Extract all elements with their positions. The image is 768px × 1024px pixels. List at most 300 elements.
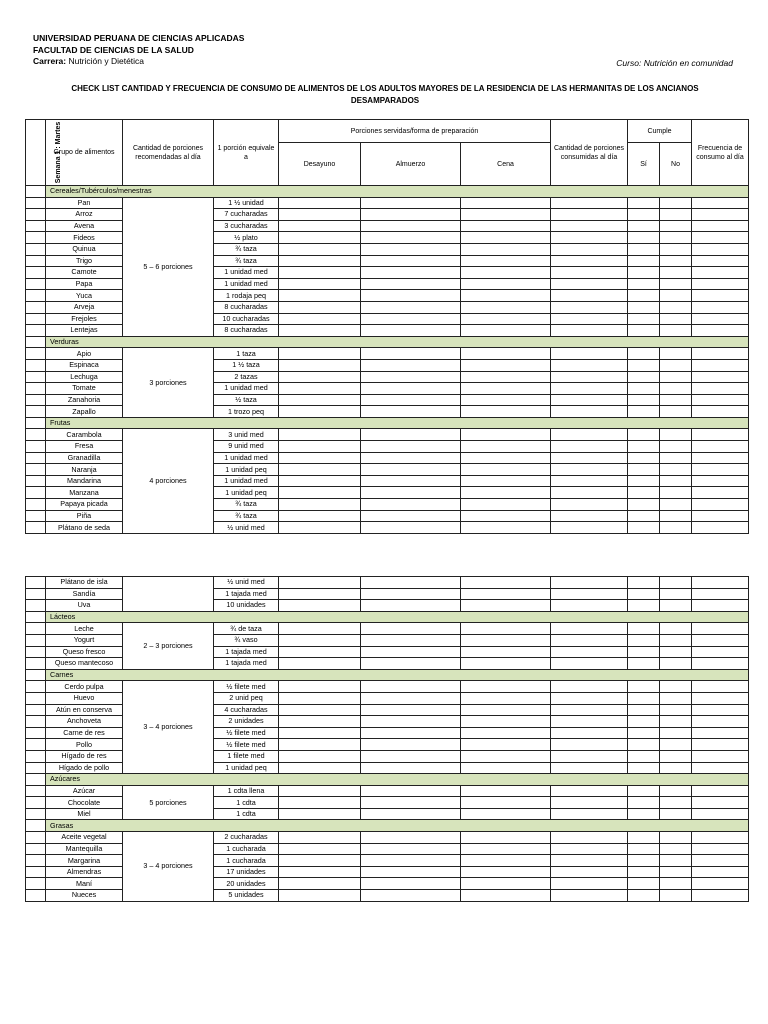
frequency-cell[interactable]	[692, 623, 749, 635]
cena-cell[interactable]	[461, 843, 551, 855]
consumed-cell[interactable]	[551, 890, 628, 902]
si-cell[interactable]	[628, 692, 660, 704]
desayuno-cell[interactable]	[279, 600, 361, 612]
desayuno-cell[interactable]	[279, 464, 361, 476]
desayuno-cell[interactable]	[279, 209, 361, 221]
si-cell[interactable]	[628, 832, 660, 844]
si-cell[interactable]	[628, 808, 660, 820]
almuerzo-cell[interactable]	[361, 727, 461, 739]
desayuno-cell[interactable]	[279, 658, 361, 670]
consumed-cell[interactable]	[551, 646, 628, 658]
si-cell[interactable]	[628, 209, 660, 221]
no-cell[interactable]	[660, 464, 692, 476]
frequency-cell[interactable]	[692, 890, 749, 902]
frequency-cell[interactable]	[692, 727, 749, 739]
consumed-cell[interactable]	[551, 762, 628, 774]
almuerzo-cell[interactable]	[361, 452, 461, 464]
desayuno-cell[interactable]	[279, 487, 361, 499]
desayuno-cell[interactable]	[279, 634, 361, 646]
no-cell[interactable]	[660, 634, 692, 646]
no-cell[interactable]	[660, 278, 692, 290]
si-cell[interactable]	[628, 464, 660, 476]
consumed-cell[interactable]	[551, 692, 628, 704]
frequency-cell[interactable]	[692, 646, 749, 658]
desayuno-cell[interactable]	[279, 429, 361, 441]
consumed-cell[interactable]	[551, 464, 628, 476]
consumed-cell[interactable]	[551, 843, 628, 855]
almuerzo-cell[interactable]	[361, 623, 461, 635]
frequency-cell[interactable]	[692, 209, 749, 221]
frequency-cell[interactable]	[692, 797, 749, 809]
no-cell[interactable]	[660, 499, 692, 511]
desayuno-cell[interactable]	[279, 843, 361, 855]
almuerzo-cell[interactable]	[361, 464, 461, 476]
si-cell[interactable]	[628, 290, 660, 302]
desayuno-cell[interactable]	[279, 878, 361, 890]
cena-cell[interactable]	[461, 499, 551, 511]
consumed-cell[interactable]	[551, 348, 628, 360]
si-cell[interactable]	[628, 843, 660, 855]
si-cell[interactable]	[628, 704, 660, 716]
si-cell[interactable]	[628, 762, 660, 774]
frequency-cell[interactable]	[692, 843, 749, 855]
frequency-cell[interactable]	[692, 692, 749, 704]
si-cell[interactable]	[628, 383, 660, 395]
almuerzo-cell[interactable]	[361, 220, 461, 232]
consumed-cell[interactable]	[551, 522, 628, 534]
almuerzo-cell[interactable]	[361, 866, 461, 878]
almuerzo-cell[interactable]	[361, 600, 461, 612]
si-cell[interactable]	[628, 797, 660, 809]
si-cell[interactable]	[628, 750, 660, 762]
cena-cell[interactable]	[461, 510, 551, 522]
almuerzo-cell[interactable]	[361, 577, 461, 589]
desayuno-cell[interactable]	[279, 255, 361, 267]
si-cell[interactable]	[628, 716, 660, 728]
si-cell[interactable]	[628, 739, 660, 751]
cena-cell[interactable]	[461, 522, 551, 534]
cena-cell[interactable]	[461, 487, 551, 499]
desayuno-cell[interactable]	[279, 197, 361, 209]
cena-cell[interactable]	[461, 716, 551, 728]
almuerzo-cell[interactable]	[361, 383, 461, 395]
frequency-cell[interactable]	[692, 634, 749, 646]
almuerzo-cell[interactable]	[361, 255, 461, 267]
consumed-cell[interactable]	[551, 499, 628, 511]
no-cell[interactable]	[660, 646, 692, 658]
cena-cell[interactable]	[461, 394, 551, 406]
no-cell[interactable]	[660, 600, 692, 612]
no-cell[interactable]	[660, 359, 692, 371]
no-cell[interactable]	[660, 727, 692, 739]
si-cell[interactable]	[628, 499, 660, 511]
no-cell[interactable]	[660, 681, 692, 693]
cena-cell[interactable]	[461, 808, 551, 820]
no-cell[interactable]	[660, 522, 692, 534]
cena-cell[interactable]	[461, 623, 551, 635]
cena-cell[interactable]	[461, 855, 551, 867]
no-cell[interactable]	[660, 739, 692, 751]
frequency-cell[interactable]	[692, 325, 749, 337]
cena-cell[interactable]	[461, 785, 551, 797]
cena-cell[interactable]	[461, 475, 551, 487]
frequency-cell[interactable]	[692, 301, 749, 313]
desayuno-cell[interactable]	[279, 452, 361, 464]
consumed-cell[interactable]	[551, 487, 628, 499]
cena-cell[interactable]	[461, 209, 551, 221]
cena-cell[interactable]	[461, 220, 551, 232]
almuerzo-cell[interactable]	[361, 348, 461, 360]
almuerzo-cell[interactable]	[361, 762, 461, 774]
frequency-cell[interactable]	[692, 278, 749, 290]
si-cell[interactable]	[628, 878, 660, 890]
almuerzo-cell[interactable]	[361, 658, 461, 670]
cena-cell[interactable]	[461, 866, 551, 878]
frequency-cell[interactable]	[692, 577, 749, 589]
no-cell[interactable]	[660, 577, 692, 589]
no-cell[interactable]	[660, 704, 692, 716]
consumed-cell[interactable]	[551, 704, 628, 716]
no-cell[interactable]	[660, 475, 692, 487]
almuerzo-cell[interactable]	[361, 209, 461, 221]
cena-cell[interactable]	[461, 313, 551, 325]
desayuno-cell[interactable]	[279, 220, 361, 232]
almuerzo-cell[interactable]	[361, 278, 461, 290]
desayuno-cell[interactable]	[279, 383, 361, 395]
frequency-cell[interactable]	[692, 406, 749, 418]
desayuno-cell[interactable]	[279, 441, 361, 453]
no-cell[interactable]	[660, 785, 692, 797]
consumed-cell[interactable]	[551, 510, 628, 522]
frequency-cell[interactable]	[692, 371, 749, 383]
desayuno-cell[interactable]	[279, 522, 361, 534]
no-cell[interactable]	[660, 808, 692, 820]
no-cell[interactable]	[660, 209, 692, 221]
consumed-cell[interactable]	[551, 797, 628, 809]
almuerzo-cell[interactable]	[361, 681, 461, 693]
frequency-cell[interactable]	[692, 255, 749, 267]
consumed-cell[interactable]	[551, 209, 628, 221]
cena-cell[interactable]	[461, 255, 551, 267]
cena-cell[interactable]	[461, 704, 551, 716]
no-cell[interactable]	[660, 855, 692, 867]
consumed-cell[interactable]	[551, 313, 628, 325]
frequency-cell[interactable]	[692, 441, 749, 453]
desayuno-cell[interactable]	[279, 808, 361, 820]
no-cell[interactable]	[660, 313, 692, 325]
cena-cell[interactable]	[461, 878, 551, 890]
frequency-cell[interactable]	[692, 716, 749, 728]
no-cell[interactable]	[660, 383, 692, 395]
si-cell[interactable]	[628, 855, 660, 867]
desayuno-cell[interactable]	[279, 588, 361, 600]
desayuno-cell[interactable]	[279, 704, 361, 716]
desayuno-cell[interactable]	[279, 762, 361, 774]
desayuno-cell[interactable]	[279, 278, 361, 290]
almuerzo-cell[interactable]	[361, 785, 461, 797]
si-cell[interactable]	[628, 452, 660, 464]
si-cell[interactable]	[628, 441, 660, 453]
desayuno-cell[interactable]	[279, 267, 361, 279]
frequency-cell[interactable]	[692, 452, 749, 464]
almuerzo-cell[interactable]	[361, 646, 461, 658]
si-cell[interactable]	[628, 348, 660, 360]
almuerzo-cell[interactable]	[361, 441, 461, 453]
cena-cell[interactable]	[461, 658, 551, 670]
consumed-cell[interactable]	[551, 658, 628, 670]
consumed-cell[interactable]	[551, 232, 628, 244]
frequency-cell[interactable]	[692, 197, 749, 209]
almuerzo-cell[interactable]	[361, 878, 461, 890]
almuerzo-cell[interactable]	[361, 290, 461, 302]
cena-cell[interactable]	[461, 739, 551, 751]
consumed-cell[interactable]	[551, 878, 628, 890]
cena-cell[interactable]	[461, 406, 551, 418]
desayuno-cell[interactable]	[279, 359, 361, 371]
si-cell[interactable]	[628, 510, 660, 522]
no-cell[interactable]	[660, 232, 692, 244]
frequency-cell[interactable]	[692, 232, 749, 244]
cena-cell[interactable]	[461, 290, 551, 302]
si-cell[interactable]	[628, 429, 660, 441]
desayuno-cell[interactable]	[279, 890, 361, 902]
almuerzo-cell[interactable]	[361, 855, 461, 867]
consumed-cell[interactable]	[551, 716, 628, 728]
no-cell[interactable]	[660, 832, 692, 844]
frequency-cell[interactable]	[692, 808, 749, 820]
desayuno-cell[interactable]	[279, 739, 361, 751]
si-cell[interactable]	[628, 232, 660, 244]
almuerzo-cell[interactable]	[361, 890, 461, 902]
cena-cell[interactable]	[461, 692, 551, 704]
no-cell[interactable]	[660, 866, 692, 878]
si-cell[interactable]	[628, 634, 660, 646]
almuerzo-cell[interactable]	[361, 394, 461, 406]
frequency-cell[interactable]	[692, 866, 749, 878]
si-cell[interactable]	[628, 890, 660, 902]
cena-cell[interactable]	[461, 429, 551, 441]
frequency-cell[interactable]	[692, 832, 749, 844]
cena-cell[interactable]	[461, 727, 551, 739]
desayuno-cell[interactable]	[279, 623, 361, 635]
almuerzo-cell[interactable]	[361, 232, 461, 244]
cena-cell[interactable]	[461, 301, 551, 313]
frequency-cell[interactable]	[692, 588, 749, 600]
cena-cell[interactable]	[461, 577, 551, 589]
desayuno-cell[interactable]	[279, 475, 361, 487]
desayuno-cell[interactable]	[279, 727, 361, 739]
consumed-cell[interactable]	[551, 452, 628, 464]
cena-cell[interactable]	[461, 348, 551, 360]
consumed-cell[interactable]	[551, 383, 628, 395]
si-cell[interactable]	[628, 600, 660, 612]
desayuno-cell[interactable]	[279, 750, 361, 762]
cena-cell[interactable]	[461, 232, 551, 244]
almuerzo-cell[interactable]	[361, 522, 461, 534]
almuerzo-cell[interactable]	[361, 510, 461, 522]
si-cell[interactable]	[628, 681, 660, 693]
frequency-cell[interactable]	[692, 394, 749, 406]
no-cell[interactable]	[660, 797, 692, 809]
consumed-cell[interactable]	[551, 359, 628, 371]
si-cell[interactable]	[628, 658, 660, 670]
cena-cell[interactable]	[461, 634, 551, 646]
cena-cell[interactable]	[461, 267, 551, 279]
almuerzo-cell[interactable]	[361, 267, 461, 279]
consumed-cell[interactable]	[551, 727, 628, 739]
frequency-cell[interactable]	[692, 220, 749, 232]
frequency-cell[interactable]	[692, 704, 749, 716]
almuerzo-cell[interactable]	[361, 750, 461, 762]
desayuno-cell[interactable]	[279, 577, 361, 589]
desayuno-cell[interactable]	[279, 406, 361, 418]
cena-cell[interactable]	[461, 359, 551, 371]
frequency-cell[interactable]	[692, 383, 749, 395]
cena-cell[interactable]	[461, 243, 551, 255]
cena-cell[interactable]	[461, 197, 551, 209]
almuerzo-cell[interactable]	[361, 634, 461, 646]
consumed-cell[interactable]	[551, 267, 628, 279]
frequency-cell[interactable]	[692, 878, 749, 890]
consumed-cell[interactable]	[551, 855, 628, 867]
almuerzo-cell[interactable]	[361, 588, 461, 600]
no-cell[interactable]	[660, 394, 692, 406]
frequency-cell[interactable]	[692, 600, 749, 612]
si-cell[interactable]	[628, 313, 660, 325]
si-cell[interactable]	[628, 866, 660, 878]
no-cell[interactable]	[660, 255, 692, 267]
almuerzo-cell[interactable]	[361, 704, 461, 716]
frequency-cell[interactable]	[692, 855, 749, 867]
si-cell[interactable]	[628, 646, 660, 658]
no-cell[interactable]	[660, 843, 692, 855]
frequency-cell[interactable]	[692, 429, 749, 441]
frequency-cell[interactable]	[692, 348, 749, 360]
cena-cell[interactable]	[461, 646, 551, 658]
desayuno-cell[interactable]	[279, 510, 361, 522]
consumed-cell[interactable]	[551, 243, 628, 255]
no-cell[interactable]	[660, 890, 692, 902]
almuerzo-cell[interactable]	[361, 371, 461, 383]
cena-cell[interactable]	[461, 441, 551, 453]
consumed-cell[interactable]	[551, 301, 628, 313]
no-cell[interactable]	[660, 441, 692, 453]
desayuno-cell[interactable]	[279, 301, 361, 313]
desayuno-cell[interactable]	[279, 681, 361, 693]
si-cell[interactable]	[628, 220, 660, 232]
frequency-cell[interactable]	[692, 762, 749, 774]
consumed-cell[interactable]	[551, 634, 628, 646]
no-cell[interactable]	[660, 750, 692, 762]
consumed-cell[interactable]	[551, 750, 628, 762]
cena-cell[interactable]	[461, 762, 551, 774]
frequency-cell[interactable]	[692, 475, 749, 487]
almuerzo-cell[interactable]	[361, 797, 461, 809]
consumed-cell[interactable]	[551, 255, 628, 267]
no-cell[interactable]	[660, 716, 692, 728]
desayuno-cell[interactable]	[279, 716, 361, 728]
desayuno-cell[interactable]	[279, 394, 361, 406]
no-cell[interactable]	[660, 429, 692, 441]
no-cell[interactable]	[660, 220, 692, 232]
si-cell[interactable]	[628, 487, 660, 499]
no-cell[interactable]	[660, 371, 692, 383]
almuerzo-cell[interactable]	[361, 243, 461, 255]
si-cell[interactable]	[628, 267, 660, 279]
si-cell[interactable]	[628, 623, 660, 635]
no-cell[interactable]	[660, 197, 692, 209]
desayuno-cell[interactable]	[279, 832, 361, 844]
almuerzo-cell[interactable]	[361, 475, 461, 487]
consumed-cell[interactable]	[551, 441, 628, 453]
frequency-cell[interactable]	[692, 750, 749, 762]
almuerzo-cell[interactable]	[361, 692, 461, 704]
almuerzo-cell[interactable]	[361, 313, 461, 325]
si-cell[interactable]	[628, 522, 660, 534]
desayuno-cell[interactable]	[279, 646, 361, 658]
almuerzo-cell[interactable]	[361, 197, 461, 209]
almuerzo-cell[interactable]	[361, 739, 461, 751]
almuerzo-cell[interactable]	[361, 832, 461, 844]
desayuno-cell[interactable]	[279, 348, 361, 360]
consumed-cell[interactable]	[551, 371, 628, 383]
cena-cell[interactable]	[461, 464, 551, 476]
no-cell[interactable]	[660, 692, 692, 704]
si-cell[interactable]	[628, 475, 660, 487]
cena-cell[interactable]	[461, 750, 551, 762]
consumed-cell[interactable]	[551, 197, 628, 209]
no-cell[interactable]	[660, 762, 692, 774]
consumed-cell[interactable]	[551, 832, 628, 844]
desayuno-cell[interactable]	[279, 785, 361, 797]
cena-cell[interactable]	[461, 588, 551, 600]
si-cell[interactable]	[628, 394, 660, 406]
si-cell[interactable]	[628, 359, 660, 371]
si-cell[interactable]	[628, 325, 660, 337]
si-cell[interactable]	[628, 371, 660, 383]
si-cell[interactable]	[628, 243, 660, 255]
consumed-cell[interactable]	[551, 394, 628, 406]
almuerzo-cell[interactable]	[361, 487, 461, 499]
consumed-cell[interactable]	[551, 278, 628, 290]
almuerzo-cell[interactable]	[361, 301, 461, 313]
cena-cell[interactable]	[461, 890, 551, 902]
consumed-cell[interactable]	[551, 290, 628, 302]
frequency-cell[interactable]	[692, 785, 749, 797]
frequency-cell[interactable]	[692, 359, 749, 371]
consumed-cell[interactable]	[551, 623, 628, 635]
no-cell[interactable]	[660, 510, 692, 522]
consumed-cell[interactable]	[551, 808, 628, 820]
no-cell[interactable]	[660, 325, 692, 337]
consumed-cell[interactable]	[551, 429, 628, 441]
no-cell[interactable]	[660, 348, 692, 360]
cena-cell[interactable]	[461, 600, 551, 612]
consumed-cell[interactable]	[551, 325, 628, 337]
consumed-cell[interactable]	[551, 866, 628, 878]
desayuno-cell[interactable]	[279, 797, 361, 809]
cena-cell[interactable]	[461, 383, 551, 395]
frequency-cell[interactable]	[692, 290, 749, 302]
frequency-cell[interactable]	[692, 464, 749, 476]
almuerzo-cell[interactable]	[361, 406, 461, 418]
si-cell[interactable]	[628, 588, 660, 600]
frequency-cell[interactable]	[692, 739, 749, 751]
cena-cell[interactable]	[461, 278, 551, 290]
si-cell[interactable]	[628, 197, 660, 209]
desayuno-cell[interactable]	[279, 313, 361, 325]
desayuno-cell[interactable]	[279, 325, 361, 337]
